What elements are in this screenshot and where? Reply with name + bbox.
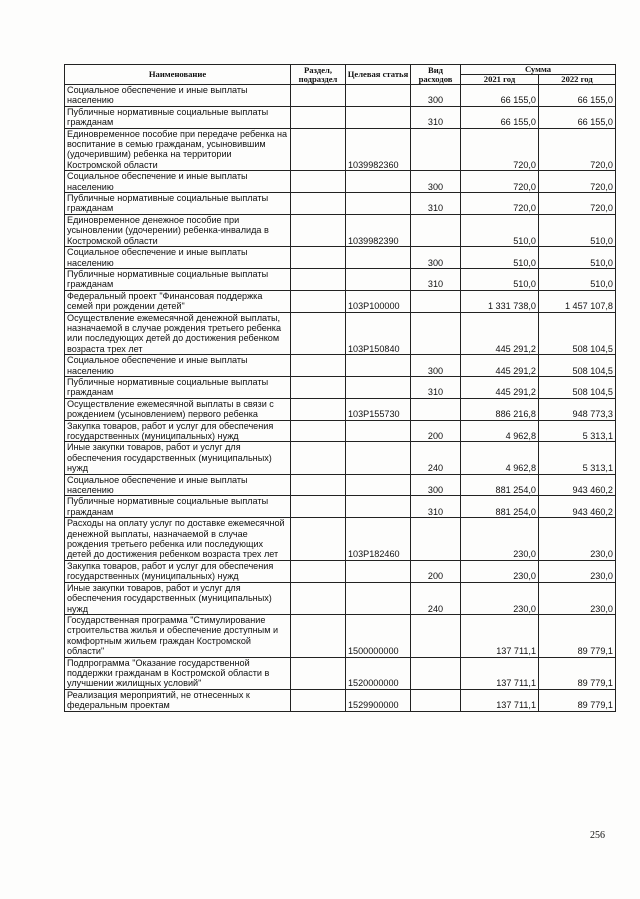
budget-table	[64, 64, 616, 712]
cell-sum-2022: 89 779,1	[539, 614, 616, 657]
cell-name: Иные закупки товаров, работ и услуг для обеспечения государственных (муниципальных) нужд	[65, 582, 291, 614]
table-row	[65, 171, 616, 193]
cell-sum-2021: 137 711,1	[461, 614, 539, 657]
cell-name: Осуществление ежемесячной денежной выплаты, назначаемой в случае рождения третьего ребенка или последующих детей до достижения ребенком возраста трех лет	[65, 312, 291, 355]
cell-target-code	[346, 474, 411, 496]
cell-sum-2021: 720,0	[461, 171, 539, 193]
cell-name: Социальное обеспечение и иные выплаты населению	[65, 247, 291, 269]
table-row	[65, 193, 616, 215]
table-row	[65, 398, 616, 420]
cell-target-code: 1529900000	[346, 689, 411, 711]
cell-expense-type: 300	[411, 85, 461, 107]
table-row	[65, 376, 616, 398]
cell-sum-2022: 508 104,5	[539, 355, 616, 377]
cell-sum-2022: 1 457 107,8	[539, 290, 616, 312]
cell-section	[291, 247, 346, 269]
table-row	[65, 474, 616, 496]
cell-expense-type: 310	[411, 496, 461, 518]
table-row	[65, 582, 616, 614]
cell-sum-2021: 230,0	[461, 560, 539, 582]
cell-sum-2022: 5 313,1	[539, 442, 616, 474]
cell-section	[291, 312, 346, 355]
table-row	[65, 312, 616, 355]
cell-name: Социальное обеспечение и иные выплаты населению	[65, 355, 291, 377]
cell-sum-2021: 510,0	[461, 268, 539, 290]
cell-sum-2022: 943 460,2	[539, 474, 616, 496]
page-number: 256	[590, 830, 605, 841]
cell-sum-2022: 230,0	[539, 560, 616, 582]
cell-expense-type	[411, 290, 461, 312]
cell-sum-2022: 508 104,5	[539, 312, 616, 355]
cell-expense-type	[411, 689, 461, 711]
cell-target-code: 103P182460	[346, 518, 411, 561]
cell-sum-2021: 445 291,2	[461, 355, 539, 377]
cell-target-code	[346, 496, 411, 518]
cell-section	[291, 268, 346, 290]
table-row	[65, 689, 616, 711]
cell-section	[291, 582, 346, 614]
cell-target-code: 1500000000	[346, 614, 411, 657]
cell-sum-2022: 230,0	[539, 582, 616, 614]
header-sum: Сумма	[461, 65, 616, 75]
cell-target-code	[346, 247, 411, 269]
cell-sum-2021: 66 155,0	[461, 85, 539, 107]
cell-sum-2022: 720,0	[539, 193, 616, 215]
cell-sum-2021: 445 291,2	[461, 376, 539, 398]
cell-expense-type: 240	[411, 442, 461, 474]
header-section: Раздел, подраздел	[291, 65, 346, 85]
cell-name: Публичные нормативные социальные выплаты гражданам	[65, 193, 291, 215]
table-row	[65, 420, 616, 442]
cell-target-code: 103P150840	[346, 312, 411, 355]
cell-name: Публичные нормативные социальные выплаты гражданам	[65, 106, 291, 128]
cell-expense-type: 300	[411, 355, 461, 377]
cell-expense-type: 200	[411, 560, 461, 582]
cell-sum-2021: 137 711,1	[461, 657, 539, 689]
cell-target-code	[346, 376, 411, 398]
cell-target-code	[346, 582, 411, 614]
cell-sum-2022: 230,0	[539, 518, 616, 561]
cell-target-code: 103P100000	[346, 290, 411, 312]
cell-target-code: 1039982390	[346, 214, 411, 246]
cell-section	[291, 128, 346, 171]
cell-target-code	[346, 171, 411, 193]
table-row	[65, 560, 616, 582]
cell-name: Расходы на оплату услуг по доставке ежемесячной денежной выплаты, назначаемой в случае рождения третьего ребенка или последующих детей до достижения ребенком возраста трех лет	[65, 518, 291, 561]
cell-sum-2022: 510,0	[539, 247, 616, 269]
cell-expense-type: 200	[411, 420, 461, 442]
table-row	[65, 247, 616, 269]
cell-expense-type: 240	[411, 582, 461, 614]
cell-expense-type: 300	[411, 171, 461, 193]
cell-sum-2021: 4 962,8	[461, 442, 539, 474]
cell-name: Социальное обеспечение и иные выплаты населению	[65, 474, 291, 496]
table-row	[65, 614, 616, 657]
cell-section	[291, 442, 346, 474]
cell-section	[291, 376, 346, 398]
cell-section	[291, 355, 346, 377]
cell-section	[291, 106, 346, 128]
table-row	[65, 290, 616, 312]
cell-expense-type: 310	[411, 106, 461, 128]
cell-section	[291, 193, 346, 215]
cell-expense-type	[411, 657, 461, 689]
cell-expense-type	[411, 398, 461, 420]
cell-sum-2022: 89 779,1	[539, 657, 616, 689]
cell-expense-type: 310	[411, 268, 461, 290]
cell-sum-2021: 720,0	[461, 128, 539, 171]
cell-expense-type: 300	[411, 247, 461, 269]
cell-name: Публичные нормативные социальные выплаты гражданам	[65, 376, 291, 398]
cell-target-code	[346, 442, 411, 474]
cell-section	[291, 214, 346, 246]
cell-target-code	[346, 355, 411, 377]
cell-name: Закупка товаров, работ и услуг для обеспечения государственных (муниципальных) нужд	[65, 420, 291, 442]
cell-sum-2022: 89 779,1	[539, 689, 616, 711]
cell-expense-type	[411, 128, 461, 171]
cell-sum-2021: 881 254,0	[461, 496, 539, 518]
cell-target-code: 1039982360	[346, 128, 411, 171]
cell-sum-2021: 720,0	[461, 193, 539, 215]
table-row	[65, 214, 616, 246]
table-row	[65, 496, 616, 518]
table-row	[65, 442, 616, 474]
cell-sum-2021: 886 216,8	[461, 398, 539, 420]
cell-section	[291, 398, 346, 420]
cell-sum-2021: 230,0	[461, 518, 539, 561]
header-year-2022: 2022 год	[539, 75, 616, 85]
cell-section	[291, 171, 346, 193]
cell-sum-2022: 720,0	[539, 171, 616, 193]
cell-sum-2021: 230,0	[461, 582, 539, 614]
cell-expense-type	[411, 214, 461, 246]
cell-section	[291, 689, 346, 711]
cell-target-code	[346, 106, 411, 128]
cell-target-code	[346, 193, 411, 215]
cell-section	[291, 420, 346, 442]
cell-sum-2022: 943 460,2	[539, 496, 616, 518]
cell-section	[291, 474, 346, 496]
cell-name: Публичные нормативные социальные выплаты гражданам	[65, 268, 291, 290]
cell-section	[291, 290, 346, 312]
cell-sum-2021: 1 331 738,0	[461, 290, 539, 312]
cell-section	[291, 614, 346, 657]
cell-expense-type: 310	[411, 376, 461, 398]
cell-name: Федеральный проект "Финансовая поддержка семей при рождении детей"	[65, 290, 291, 312]
table-row	[65, 355, 616, 377]
cell-section	[291, 496, 346, 518]
header-target: Целевая статья	[346, 65, 411, 85]
cell-sum-2022: 66 155,0	[539, 85, 616, 107]
header-name: Наименование	[65, 65, 291, 85]
cell-name: Государственная программа "Стимулирование строительства жилья и обеспечение доступным и комфортным жильем граждан Костромской области"	[65, 614, 291, 657]
header-year-2021: 2021 год	[461, 75, 539, 85]
header-expense-type: Вид расходов	[411, 65, 461, 85]
cell-sum-2022: 5 313,1	[539, 420, 616, 442]
cell-section	[291, 85, 346, 107]
cell-name: Единовременное денежное пособие при усыновлении (удочерении) ребенка-инвалида в Костромской области	[65, 214, 291, 246]
table-row	[65, 657, 616, 689]
cell-sum-2021: 881 254,0	[461, 474, 539, 496]
table-row	[65, 85, 616, 107]
cell-sum-2021: 510,0	[461, 214, 539, 246]
cell-name: Единовременное пособие при передаче ребенка на воспитание в семью гражданам, усыновившим (удочерившим) ребенка на территории Костромской области	[65, 128, 291, 171]
cell-section	[291, 560, 346, 582]
cell-sum-2022: 720,0	[539, 128, 616, 171]
cell-expense-type	[411, 614, 461, 657]
cell-name: Осуществление ежемесячной выплаты в связи с рождением (усыновлением) первого ребенка	[65, 398, 291, 420]
cell-section	[291, 657, 346, 689]
cell-sum-2022: 508 104,5	[539, 376, 616, 398]
cell-name: Реализация мероприятий, не отнесенных к федеральным проектам	[65, 689, 291, 711]
cell-target-code	[346, 420, 411, 442]
cell-target-code	[346, 560, 411, 582]
cell-name: Социальное обеспечение и иные выплаты населению	[65, 85, 291, 107]
table-body	[65, 85, 616, 712]
cell-target-code: 103P155730	[346, 398, 411, 420]
cell-sum-2021: 66 155,0	[461, 106, 539, 128]
cell-sum-2021: 510,0	[461, 247, 539, 269]
table-row	[65, 106, 616, 128]
cell-expense-type: 300	[411, 474, 461, 496]
cell-expense-type: 310	[411, 193, 461, 215]
cell-name: Публичные нормативные социальные выплаты гражданам	[65, 496, 291, 518]
table-row	[65, 128, 616, 171]
table-row	[65, 268, 616, 290]
cell-name: Иные закупки товаров, работ и услуг для обеспечения государственных (муниципальных) нужд	[65, 442, 291, 474]
cell-sum-2022: 510,0	[539, 268, 616, 290]
cell-target-code	[346, 85, 411, 107]
cell-target-code: 1520000000	[346, 657, 411, 689]
cell-sum-2022: 510,0	[539, 214, 616, 246]
cell-target-code	[346, 268, 411, 290]
cell-sum-2021: 445 291,2	[461, 312, 539, 355]
cell-expense-type	[411, 312, 461, 355]
cell-section	[291, 518, 346, 561]
cell-name: Подпрограмма "Оказание государственной поддержки гражданам в Костромской области в улучшении жилищных условий"	[65, 657, 291, 689]
table-row	[65, 518, 616, 561]
cell-sum-2022: 948 773,3	[539, 398, 616, 420]
cell-expense-type	[411, 518, 461, 561]
cell-sum-2022: 66 155,0	[539, 106, 616, 128]
cell-name: Социальное обеспечение и иные выплаты населению	[65, 171, 291, 193]
cell-name: Закупка товаров, работ и услуг для обеспечения государственных (муниципальных) нужд	[65, 560, 291, 582]
cell-sum-2021: 4 962,8	[461, 420, 539, 442]
cell-sum-2021: 137 711,1	[461, 689, 539, 711]
